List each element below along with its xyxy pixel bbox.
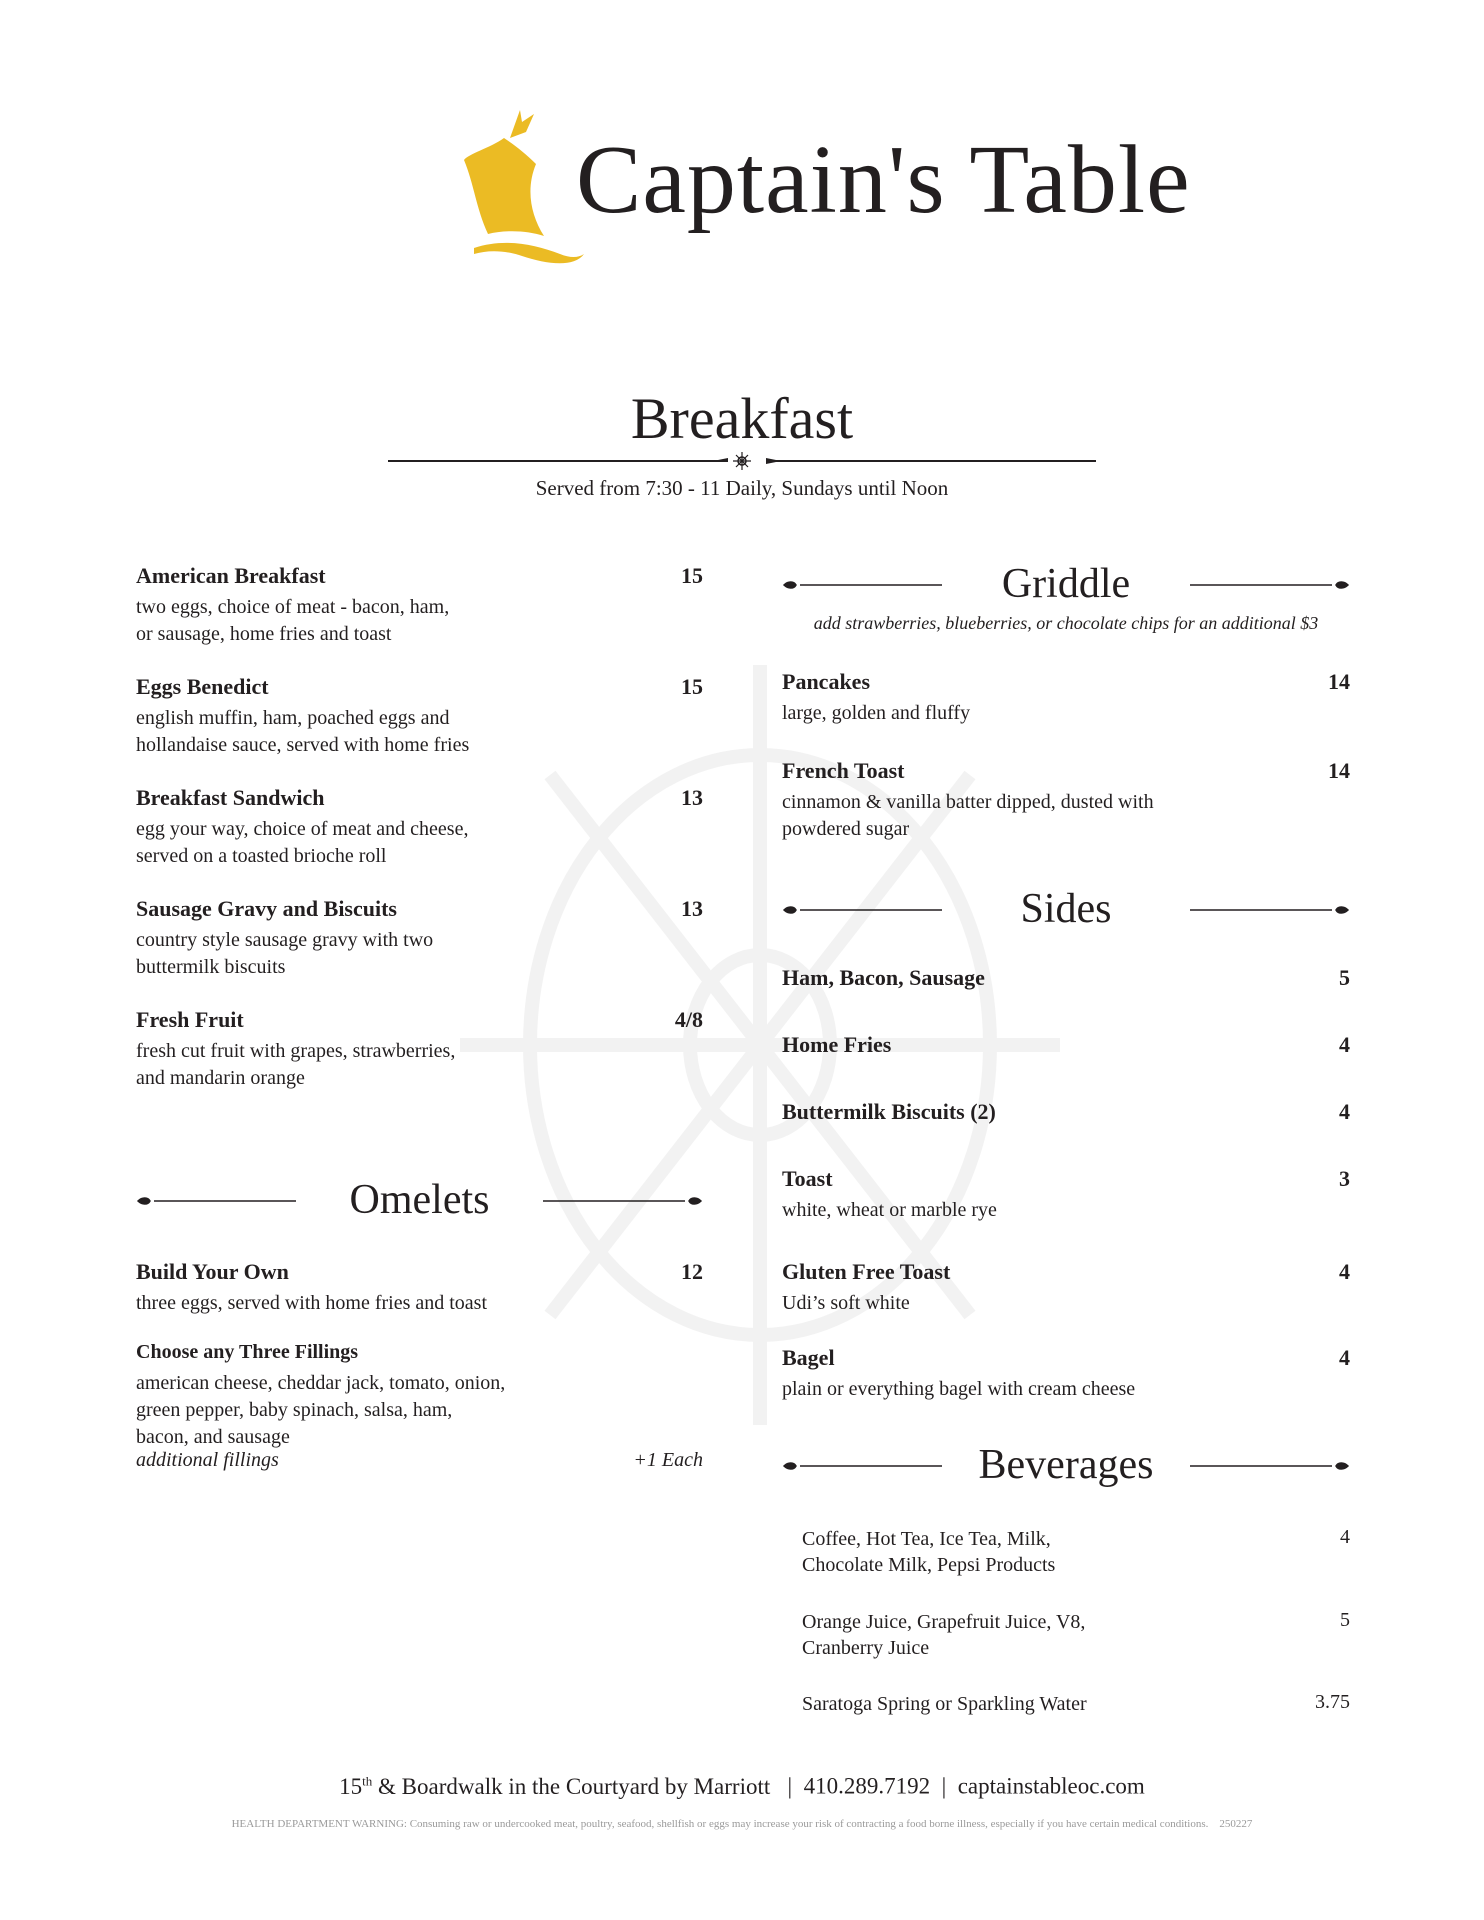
divider-ornament-right	[1186, 904, 1350, 916]
item-price: 13	[681, 896, 703, 921]
website-link[interactable]: captainstableoc.com	[957, 1773, 1145, 1799]
item-name: Choose any Three Fillings	[136, 1341, 359, 1363]
item-price: 14	[1328, 669, 1350, 694]
item-price: 4	[1339, 1259, 1350, 1284]
item-price: 4	[1339, 1345, 1350, 1370]
item-desc: plain or everything bagel with cream cheese	[782, 1378, 1136, 1400]
desc-line: bacon, and sausage	[136, 1426, 290, 1448]
section-heading-beverages	[782, 1440, 1350, 1500]
desc-line: powdered sugar	[782, 818, 910, 840]
section-title: Beverages	[978, 1442, 1154, 1488]
item-desc	[136, 1038, 455, 1092]
ship-wheel-icon	[733, 452, 751, 470]
desc-line: served on a toasted brioche roll	[136, 845, 387, 867]
item-desc: large, golden and fluffy	[782, 702, 971, 724]
section-heading-griddle	[782, 559, 1350, 619]
griddle-note: add strawberries, blueberries, or chocolate chips for an additional $3	[813, 613, 1319, 633]
item-desc	[136, 705, 469, 759]
item-price: 4/8	[674, 1007, 703, 1032]
beverage-line: Saratoga Spring or Sparkling Water	[802, 1693, 1087, 1715]
item-name: Eggs Benedict	[136, 674, 269, 699]
divider-ornament-right	[539, 1195, 703, 1207]
beverage-name	[802, 1526, 1055, 1578]
item-name: Ham, Bacon, Sausage	[782, 965, 985, 990]
item-name: Gluten Free Toast	[782, 1259, 951, 1284]
section-title: Sides	[1020, 886, 1112, 932]
beverage-name	[802, 1691, 1087, 1717]
menu-code: 250227	[1219, 1818, 1253, 1830]
footer-contact	[0, 1773, 1484, 1800]
item-desc: white, wheat or marble rye	[782, 1199, 997, 1221]
phone-number[interactable]: 410.289.7192	[803, 1773, 931, 1799]
item-name: Bagel	[782, 1345, 835, 1370]
warning-text: HEALTH DEPARTMENT WARNING: Consuming raw or undercooked meat, poultry, seafood, shellfish or eggs may increase your risk of contracting a food borne illness, especially if you have certain medical conditions.	[231, 1818, 1209, 1830]
item-name: American Breakfast	[136, 563, 326, 588]
item-price: 15	[681, 563, 703, 588]
divider-ornament-right	[1186, 579, 1350, 591]
section-title: Griddle	[1001, 561, 1131, 607]
beverage-name	[802, 1609, 1085, 1661]
item-name: Pancakes	[782, 669, 870, 694]
item-name: Breakfast Sandwich	[136, 785, 325, 810]
additional-fillings-row	[136, 1449, 703, 1479]
divider-ornament-right	[1186, 1460, 1350, 1472]
additional-fillings-price: +1 Each	[633, 1449, 703, 1471]
sailing-ship-icon	[464, 104, 584, 274]
ship-wheel-watermark-icon	[440, 645, 1080, 1445]
separator: |	[941, 1773, 947, 1799]
desc-line: and mandarin orange	[136, 1067, 305, 1089]
section-heading-omelets	[136, 1175, 703, 1235]
desc-line: country style sausage gravy with two	[136, 929, 434, 951]
beverage-price: 3.75	[1315, 1691, 1350, 1713]
item-desc	[782, 789, 1154, 843]
item-desc	[136, 1370, 505, 1451]
item-desc	[136, 594, 449, 648]
item-price: 12	[681, 1259, 703, 1284]
item-desc	[136, 816, 468, 870]
desc-line: or sausage, home fries and toast	[136, 623, 392, 645]
beverage-price: 5	[1340, 1609, 1350, 1631]
address-suffix: th	[362, 1773, 373, 1788]
item-price: 14	[1328, 758, 1350, 783]
desc-line: hollandaise sauce, served with home fries	[136, 734, 470, 756]
health-warning	[0, 1818, 1484, 1830]
desc-line: english muffin, ham, poached eggs and	[136, 707, 450, 729]
item-name: Buttermilk Biscuits (2)	[782, 1099, 996, 1124]
address	[339, 1774, 770, 1799]
section-title: Omelets	[349, 1177, 490, 1223]
beverage-price: 4	[1340, 1526, 1350, 1548]
page-title: Breakfast	[630, 386, 854, 451]
beverage-line: Coffee, Hot Tea, Ice Tea, Milk,	[802, 1528, 1051, 1550]
served-hours: Served from 7:30 - 11 Daily, Sundays until Noon	[535, 476, 949, 500]
title-divider	[388, 449, 1096, 473]
desc-line: american cheese, cheddar jack, tomato, onion,	[136, 1372, 506, 1394]
desc-line: two eggs, choice of meat - bacon, ham,	[136, 596, 450, 618]
logo-text: Captain's Table	[576, 126, 1191, 234]
desc-line: buttermilk biscuits	[136, 956, 286, 978]
item-price: 5	[1339, 965, 1350, 990]
desc-line: cinnamon & vanilla batter dipped, dusted with	[782, 791, 1154, 813]
item-price: 13	[681, 785, 703, 810]
address-text: & Boardwalk in the Courtyard by Marriott	[372, 1773, 771, 1799]
logo	[464, 104, 1191, 274]
additional-fillings-label: additional fillings	[136, 1449, 279, 1471]
item-price: 3	[1339, 1166, 1350, 1191]
item-name: Fresh Fruit	[136, 1007, 244, 1032]
desc-line: fresh cut fruit with grapes, strawberries,	[136, 1040, 456, 1062]
item-name: Sausage Gravy and Biscuits	[136, 896, 397, 921]
item-name: Toast	[782, 1166, 833, 1191]
beverage-line: Cranberry Juice	[802, 1637, 930, 1659]
item-price: 4	[1339, 1099, 1350, 1124]
item-name: Build Your Own	[136, 1259, 289, 1284]
item-price: 15	[681, 674, 703, 699]
beverage-line: Orange Juice, Grapefruit Juice, V8,	[802, 1611, 1086, 1633]
item-name: French Toast	[782, 758, 905, 783]
item-desc	[136, 927, 433, 981]
separator: |	[787, 1773, 793, 1799]
desc-line: green pepper, baby spinach, salsa, ham,	[136, 1399, 453, 1421]
item-name: Home Fries	[782, 1032, 892, 1057]
beverage-line: Chocolate Milk, Pepsi Products	[802, 1554, 1056, 1576]
item-desc: Udi’s soft white	[782, 1292, 910, 1314]
address-number: 15	[339, 1773, 363, 1799]
item-desc: three eggs, served with home fries and toast	[136, 1292, 488, 1314]
item-price: 4	[1339, 1032, 1350, 1057]
desc-line: egg your way, choice of meat and cheese,	[136, 818, 469, 840]
section-heading-sides	[782, 884, 1350, 944]
